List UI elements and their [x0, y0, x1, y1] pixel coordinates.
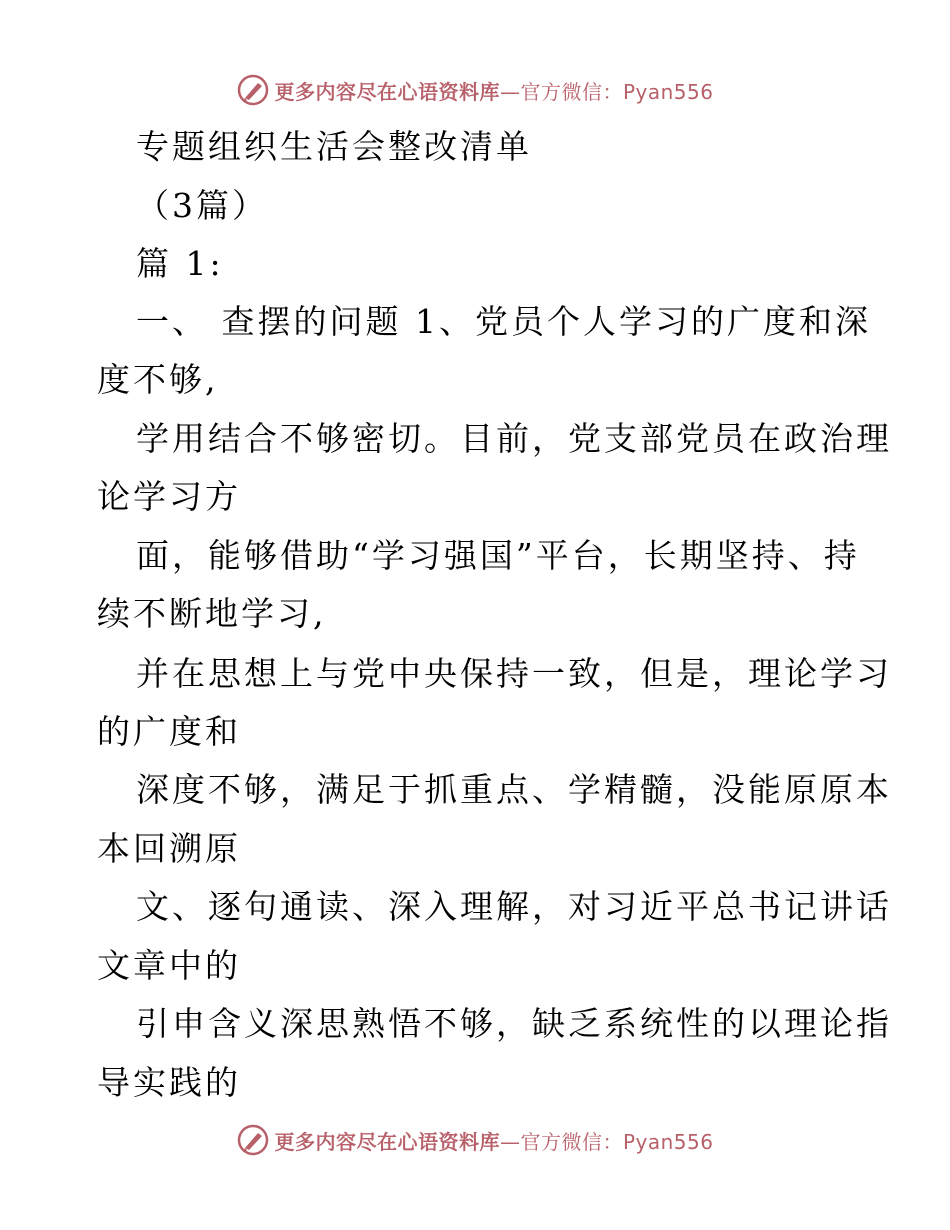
paragraph-line: 面，能够借助“学习强国”平台，长期坚持、持	[136, 536, 860, 575]
section-heading: 篇 1:	[136, 244, 224, 283]
watermark-text: 更多内容尽在心语资料库—官方微信：Pyan556	[274, 1129, 714, 1154]
paragraph-line: 一、 查摆的问题 1、党员个人学习的广度和深	[136, 302, 871, 341]
paragraph-line: 学用结合不够密切。目前，党支部党员在政治理	[136, 419, 892, 458]
paragraph-line: 论学习方	[97, 477, 241, 516]
watermark-header	[0, 70, 950, 110]
paragraph-line: 文、逐句通读、深入理解，对习近平总书记讲话	[136, 887, 892, 926]
paragraph-line: 文章中的	[97, 946, 241, 985]
paragraph-line: 导实践的	[97, 1063, 241, 1102]
document-subtitle: （3篇）	[136, 186, 268, 225]
watermark-text: 更多内容尽在心语资料库—官方微信：Pyan556	[274, 79, 714, 104]
paragraph-line: 引申含义深思熟悟不够，缺乏系统性的以理论指	[136, 1004, 892, 1043]
paragraph-line: 的广度和	[97, 712, 241, 751]
paragraph-line: 续不断地学习,	[97, 594, 327, 633]
paragraph-line: 度不够,	[97, 360, 219, 399]
watermark-footer	[0, 1120, 950, 1160]
document-title: 专题组织生活会整改清单	[136, 127, 532, 166]
pen-logo-icon	[236, 1123, 270, 1157]
paragraph-line: 本回溯原	[97, 829, 241, 868]
paragraph-line: 深度不够，满足于抓重点、学精髓，没能原原本	[136, 770, 892, 809]
paragraph-line: 并在思想上与党中央保持一致，但是，理论学习	[136, 654, 892, 693]
pen-logo-icon	[236, 73, 270, 107]
